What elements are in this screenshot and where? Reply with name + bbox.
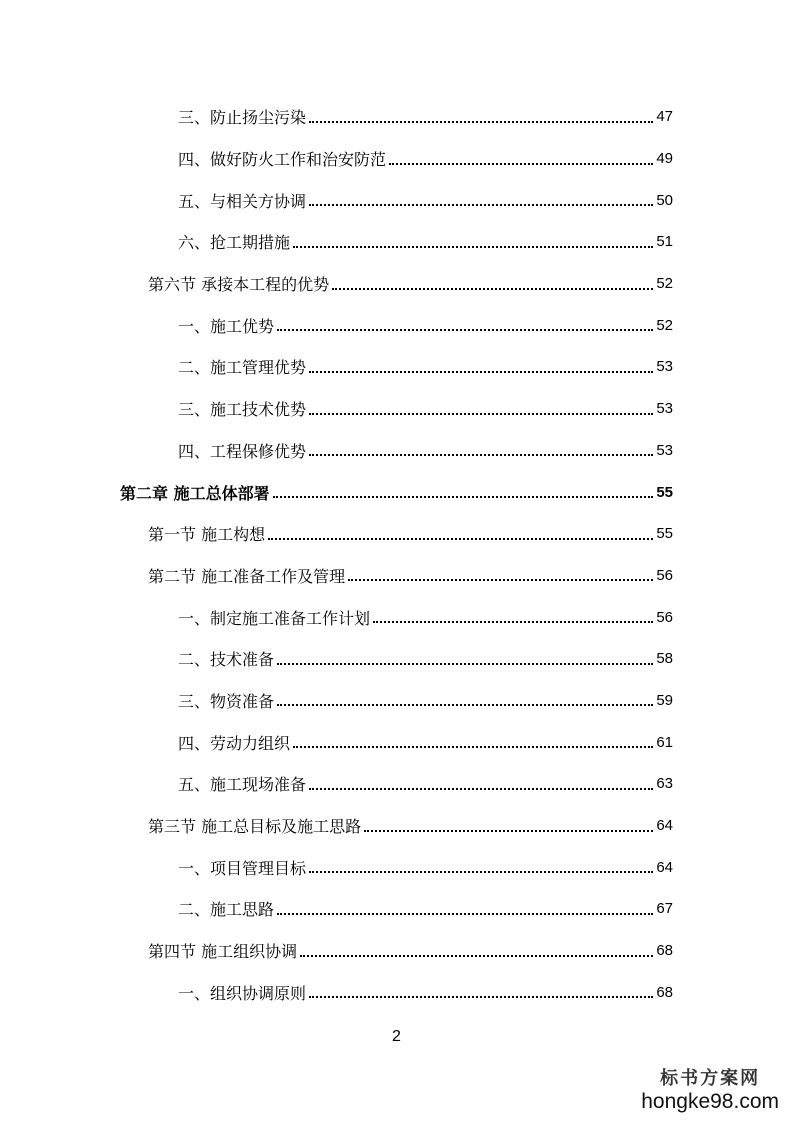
toc-entry-title: 六、抢工期措施 — [178, 233, 291, 253]
toc-dot-leader — [277, 913, 653, 915]
toc-entry-title: 三、施工技术优势 — [178, 400, 307, 420]
toc-entry-page: 52 — [656, 275, 673, 293]
toc-dot-leader — [277, 329, 653, 331]
toc-dot-leader — [309, 371, 653, 373]
toc-entry[interactable] — [0, 930, 793, 972]
toc-entry[interactable] — [0, 846, 793, 888]
toc-dot-leader — [309, 204, 653, 206]
page-number: 2 — [392, 1028, 401, 1045]
toc-dot-leader — [309, 121, 653, 123]
toc-entry-page: 68 — [656, 983, 673, 1001]
toc-entry-page: 53 — [656, 358, 673, 376]
toc-entry[interactable] — [0, 596, 793, 638]
toc-entry-page: 61 — [656, 733, 673, 751]
toc-entry-title: 一、施工优势 — [178, 316, 275, 336]
toc-entry-title: 第二节 施工准备工作及管理 — [148, 566, 346, 586]
watermark — [641, 1064, 779, 1114]
toc-entry-title: 一、项目管理目标 — [178, 858, 307, 878]
toc-entry[interactable] — [0, 304, 793, 346]
watermark-url: hongke98.com — [641, 1090, 779, 1113]
toc-entry-title: 五、与相关方协调 — [178, 191, 307, 211]
toc-entry-page: 55 — [656, 525, 673, 543]
toc-entry[interactable] — [0, 430, 793, 472]
toc-dot-leader — [273, 496, 654, 498]
toc-entry-page: 52 — [656, 316, 673, 334]
toc-entry[interactable] — [0, 96, 793, 138]
toc-dot-leader — [309, 871, 653, 873]
toc-dot-leader — [348, 579, 653, 581]
toc-dot-leader — [309, 413, 653, 415]
toc-entry-page: 50 — [656, 191, 673, 209]
toc-entry-title: 三、防止扬尘污染 — [178, 108, 307, 128]
toc-entry-title: 第一节 施工构想 — [148, 525, 266, 545]
toc-entry-title: 一、组织协调原则 — [178, 983, 307, 1003]
toc-entry-page: 51 — [656, 233, 673, 251]
toc-entry[interactable] — [0, 805, 793, 847]
toc-entry-page: 64 — [656, 817, 673, 835]
toc-entry-page: 53 — [656, 441, 673, 459]
toc-dot-leader — [373, 621, 653, 623]
toc-entry[interactable] — [0, 888, 793, 930]
toc-entry-title: 第二章 施工总体部署 — [120, 483, 270, 503]
toc-entry-page: 58 — [656, 650, 673, 668]
toc-entry[interactable] — [0, 346, 793, 388]
toc-entry[interactable] — [0, 638, 793, 680]
toc-dot-leader — [300, 955, 653, 957]
toc-dot-leader — [277, 704, 653, 706]
toc-entry-title: 二、技术准备 — [178, 650, 275, 670]
toc-entry-page: 49 — [656, 150, 673, 168]
toc-entry-title: 第三节 施工总目标及施工思路 — [148, 817, 362, 837]
toc-entry[interactable] — [0, 138, 793, 180]
toc-entry[interactable] — [0, 179, 793, 221]
toc-entry-title: 四、做好防火工作和治安防范 — [178, 150, 387, 170]
toc-entry[interactable] — [0, 555, 793, 597]
toc-dot-leader — [389, 163, 653, 165]
toc-entry[interactable] — [0, 471, 793, 513]
toc-dot-leader — [309, 454, 653, 456]
toc-entry-page: 64 — [656, 858, 673, 876]
toc-entry-title: 五、施工现场准备 — [178, 775, 307, 795]
toc-entry[interactable] — [0, 388, 793, 430]
toc-entry-page: 67 — [656, 900, 673, 918]
table-of-contents — [0, 96, 793, 1013]
toc-entry-title: 第四节 施工组织协调 — [148, 942, 298, 962]
toc-dot-leader — [277, 663, 653, 665]
toc-entry[interactable] — [0, 513, 793, 555]
toc-entry-page: 68 — [656, 942, 673, 960]
toc-entry[interactable] — [0, 221, 793, 263]
toc-entry-title: 四、劳动力组织 — [178, 733, 291, 753]
toc-dot-leader — [309, 996, 653, 998]
toc-entry[interactable] — [0, 763, 793, 805]
toc-entry[interactable] — [0, 971, 793, 1013]
toc-entry-page: 63 — [656, 775, 673, 793]
toc-entry-page: 59 — [656, 691, 673, 709]
toc-entry-page: 47 — [656, 108, 673, 126]
toc-entry-page: 56 — [656, 566, 673, 584]
toc-entry-title: 第六节 承接本工程的优势 — [148, 275, 330, 295]
toc-entry-page: 55 — [656, 483, 673, 501]
toc-entry-title: 四、工程保修优势 — [178, 441, 307, 461]
toc-entry[interactable] — [0, 721, 793, 763]
toc-dot-leader — [309, 788, 653, 790]
toc-entry-page: 53 — [656, 400, 673, 418]
toc-entry-title: 三、物资准备 — [178, 691, 275, 711]
toc-dot-leader — [293, 746, 653, 748]
toc-dot-leader — [332, 288, 653, 290]
toc-entry-page: 56 — [656, 608, 673, 626]
watermark-site-name: 标书方案网 — [660, 1068, 761, 1089]
toc-dot-leader — [364, 830, 653, 832]
toc-entry[interactable] — [0, 263, 793, 305]
toc-entry-title: 二、施工思路 — [178, 900, 275, 920]
toc-entry[interactable] — [0, 680, 793, 722]
toc-dot-leader — [268, 538, 653, 540]
toc-dot-leader — [293, 246, 653, 248]
toc-entry-title: 一、制定施工准备工作计划 — [178, 608, 371, 628]
toc-entry-title: 二、施工管理优势 — [178, 358, 307, 378]
